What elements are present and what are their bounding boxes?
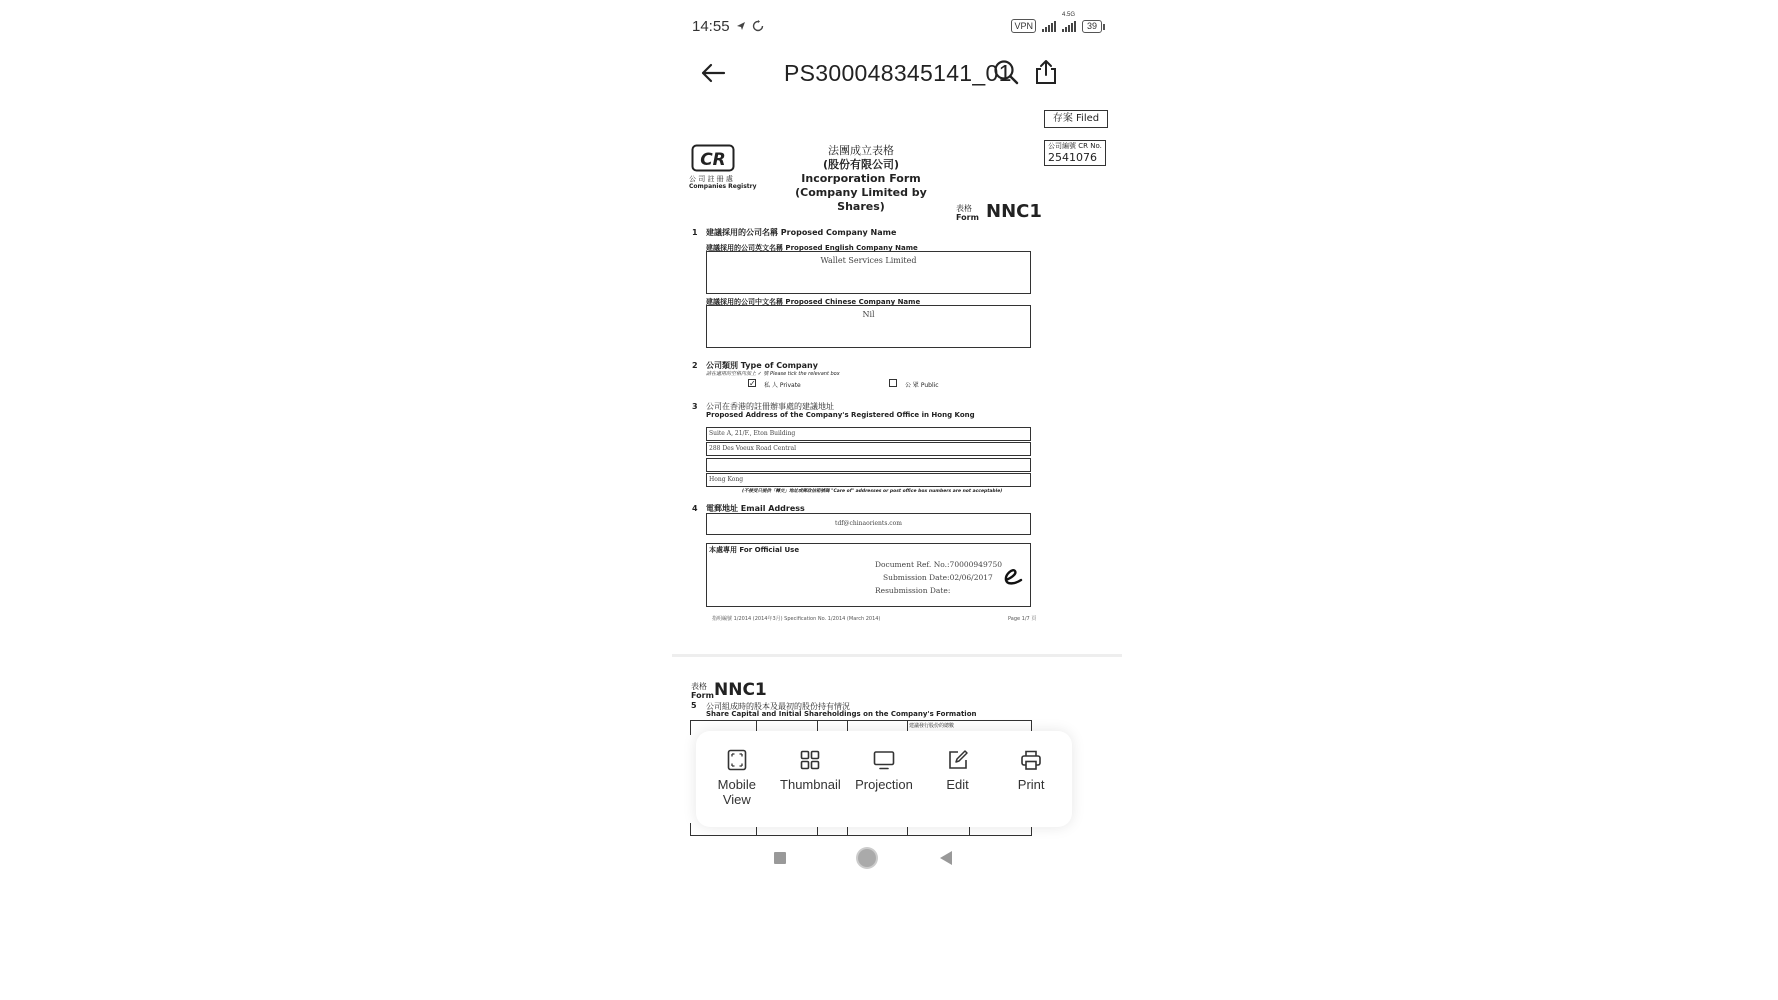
form-heading	[781, 144, 941, 214]
chinese-name-box: Nil	[706, 305, 1031, 348]
form-title-en-2: (Company Limited by Shares)	[795, 186, 927, 213]
section-5-title-cn: 公司組成時的股本及最初的股份持有情況	[706, 702, 850, 711]
email-box: tdf@chinaorients.com	[706, 513, 1031, 535]
document-title: PS300048345141_01	[784, 60, 1012, 86]
chinese-name-label: 建議採用的公司中文名稱 Proposed Chinese Company Name	[706, 298, 921, 306]
public-label: 公 眾 Public	[905, 382, 939, 389]
e-filing-mark-icon	[1001, 566, 1025, 588]
thumbnail-label: Thumbnail	[780, 777, 841, 792]
cr-number: 2541076	[1048, 151, 1097, 164]
phone-screen	[672, 0, 1122, 1000]
private-label: 私 人 Private	[764, 382, 801, 389]
edit-icon	[947, 749, 969, 771]
signal-4g-icon	[1061, 12, 1076, 32]
section-2-title: 公司類別 Type of Company	[706, 361, 818, 370]
cr-number-label: 公司編號 CR No.	[1048, 142, 1102, 150]
logo-text: CR	[700, 150, 726, 170]
address-line-1: Suite A, 21/F., Eton Building	[706, 427, 1031, 441]
address-line-3	[706, 458, 1031, 472]
official-use-box	[706, 543, 1031, 607]
registry-name-cn: 公 司 註 冊 處	[689, 175, 733, 183]
page2-form-label-cn: 表格	[691, 682, 707, 691]
registry-name-en: Companies Registry	[689, 183, 757, 190]
status-time: 14:55	[692, 17, 730, 35]
print-label: Print	[1017, 777, 1045, 792]
location-icon	[736, 21, 746, 31]
signal-icon	[1042, 20, 1056, 32]
home-icon[interactable]	[858, 849, 876, 867]
footer-spec: 指明編號 1/2014 (2014年3月) Specification No. 1/2014 (March 2014)	[712, 616, 881, 622]
edit-label: Edit	[946, 777, 969, 792]
address-line-4: Hong Kong	[706, 473, 1031, 487]
print-icon	[1020, 749, 1042, 771]
battery-icon: 39	[1082, 20, 1102, 33]
section-5-title-en: Share Capital and Initial Shareholdings on the Company's Formation	[706, 710, 977, 718]
system-back-icon[interactable]	[940, 851, 952, 865]
table-header: 建議發行股份的總數	[909, 723, 955, 729]
page2-form-label-en: Form	[691, 691, 714, 700]
private-checkbox: ✓	[749, 379, 756, 388]
english-name-box: Wallet Services Limited	[706, 251, 1031, 294]
document-ref: Document Ref. No.:70000949750	[875, 560, 1003, 569]
back-arrow-icon[interactable]	[698, 58, 728, 88]
sync-icon	[752, 20, 764, 32]
address-line-2: 288 Des Voeux Road Central	[706, 442, 1031, 456]
official-use-label: 本處專用 For Official Use	[709, 546, 800, 554]
vpn-badge: VPN	[1011, 19, 1036, 33]
section-3-title-en: Proposed Address of the Company's Registered Office in Hong Kong	[706, 411, 975, 419]
form-label-en: Form	[956, 213, 979, 222]
recent-apps-icon[interactable]	[774, 852, 786, 864]
status-bar	[692, 14, 1102, 38]
form-title-cn-1: 法團成立表格	[828, 144, 894, 157]
mobile-view-label: Mobile View	[717, 777, 756, 807]
form-title-en-1: Incorporation Form	[801, 172, 921, 185]
share-icon[interactable]	[1032, 58, 1060, 86]
cr-number-box	[1044, 140, 1106, 166]
form-title-cn-2: (股份有限公司)	[822, 158, 900, 171]
projection-label: Projection	[855, 777, 913, 792]
top-toolbar	[672, 50, 1122, 96]
submission-date: Submission Date:02/06/2017	[883, 573, 993, 582]
filed-stamp: 存案 Filed	[1044, 110, 1108, 128]
official-use-details	[875, 558, 1002, 597]
section-5-number: 5	[691, 701, 697, 710]
network-type: 4.5G	[1061, 12, 1075, 18]
page2-form-label	[691, 682, 714, 700]
companies-registry-logo	[691, 144, 735, 172]
section-2-number: 2	[692, 361, 698, 370]
system-nav-bar	[672, 846, 1122, 870]
section-2-hint: 請在適用的空格內加上 ✓ 號 Please tick the relevant box	[706, 371, 840, 377]
address-note: (不接受只提供「轉交」地址或郵政信箱號碼 "Care of" addresses or post office box numbers are not acceptable)	[742, 489, 1003, 494]
thumbnail-button[interactable]	[776, 749, 844, 827]
section-3-number: 3	[692, 402, 698, 411]
english-name-label: 建議採用的公司英文名稱 Proposed English Company Name	[706, 244, 918, 252]
form-label	[956, 204, 979, 222]
page-divider	[672, 654, 1122, 657]
section-1-number: 1	[692, 228, 698, 237]
section-3-title-cn: 公司在香港的註冊辦事處的建議地址	[706, 402, 834, 411]
resubmission-date: Resubmission Date:	[875, 586, 951, 595]
section-4-title: 電郵地址 Email Address	[706, 504, 805, 513]
footer-page: Page 1/7 頁	[1008, 616, 1037, 622]
page2-form-code: NNC1	[714, 680, 767, 700]
form-code: NNC1	[986, 201, 1042, 222]
print-button[interactable]	[997, 749, 1065, 827]
action-sheet	[696, 731, 1072, 827]
thumbnail-icon	[799, 749, 821, 771]
projection-button[interactable]	[850, 749, 918, 827]
public-checkbox	[889, 379, 897, 387]
projection-icon	[873, 749, 895, 771]
section-1-title: 建議採用的公司名稱 Proposed Company Name	[706, 228, 897, 237]
mobile-view-button[interactable]	[703, 749, 771, 827]
search-icon[interactable]	[992, 58, 1020, 86]
mobile-view-icon	[726, 749, 748, 771]
section-4-number: 4	[692, 504, 698, 513]
edit-button[interactable]	[924, 749, 992, 827]
form-label-cn: 表格	[956, 204, 972, 213]
